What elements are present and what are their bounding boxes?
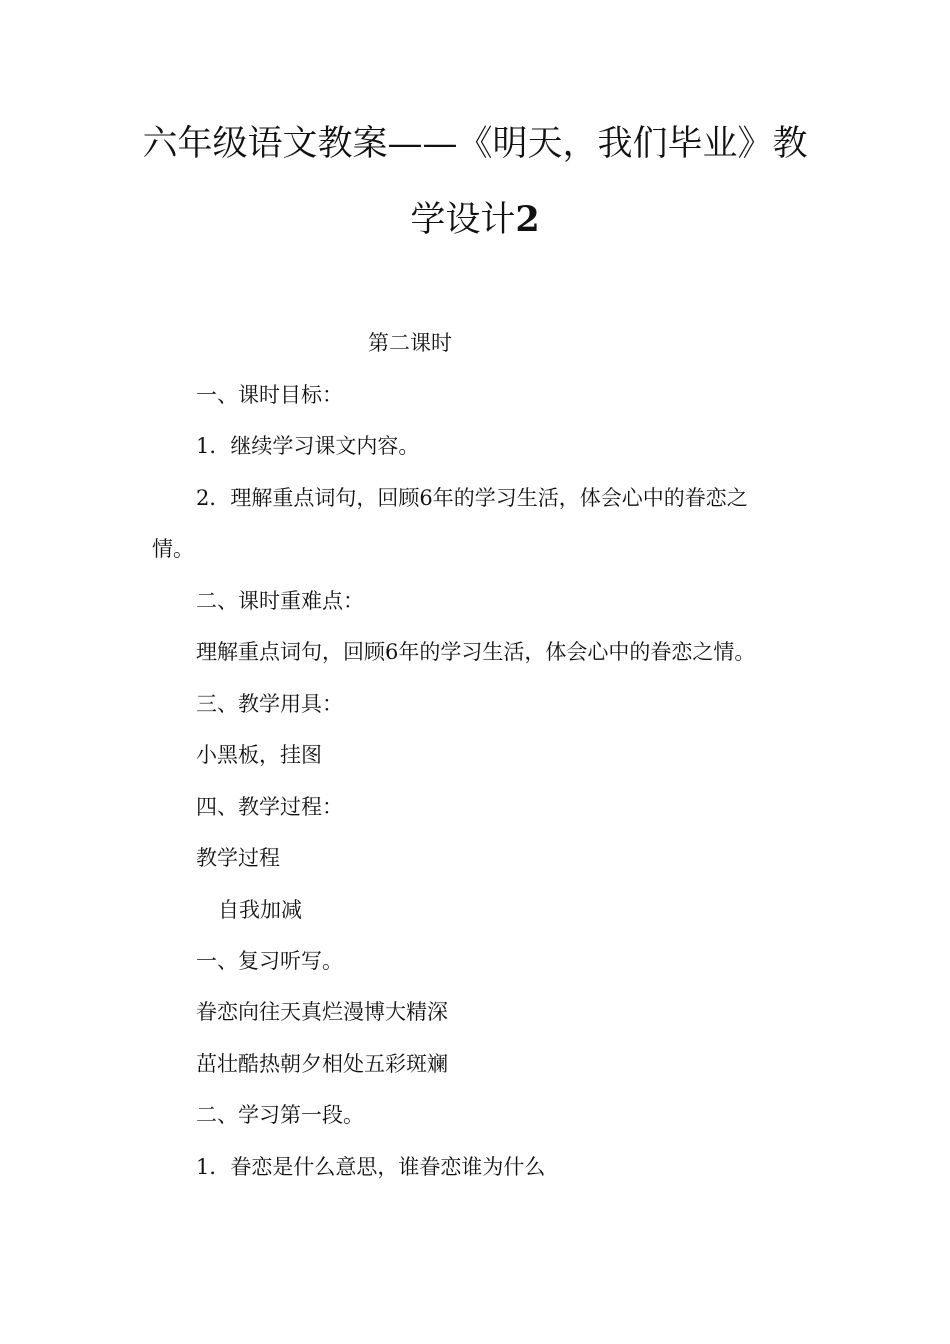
goal-item-2-continued: 情。 — [152, 537, 194, 561]
goals-heading: 一、课时目标： — [196, 383, 343, 407]
title-number: 2 — [515, 199, 540, 240]
step-2-heading: 二、学习第一段。 — [196, 1103, 364, 1127]
self-adjust-label: 自我加减 — [218, 898, 302, 922]
dictation-line-2: 茁壮酷热朝夕相处五彩斑斓 — [196, 1052, 448, 1076]
tools-heading: 三、教学用具： — [196, 692, 343, 716]
question-1: 1．眷恋是什么意思，谁眷恋谁为什么 — [196, 1155, 546, 1179]
keypoints-heading: 二、课时重难点： — [196, 589, 364, 613]
process-heading: 四、教学过程： — [196, 795, 343, 819]
lesson-label: 第二课时 — [368, 331, 452, 355]
title-text: 学设计 — [410, 200, 516, 240]
document-title-line-1: 六年级语文教案——《明天，我们毕业》教 — [142, 124, 808, 164]
document-title-line-2 — [100, 200, 850, 240]
goal-item-2: 2．理解重点词句，回顾6年的学习生活，体会心中的眷恋之 — [196, 486, 748, 510]
goal-item-1: 1．继续学习课文内容。 — [196, 434, 420, 458]
step-1-heading: 一、复习听写。 — [196, 949, 343, 973]
process-label: 教学过程 — [196, 846, 280, 870]
tools-text: 小黑板，挂图 — [196, 743, 322, 767]
dictation-line-1: 眷恋向往天真烂漫博大精深 — [196, 1000, 448, 1024]
keypoints-text: 理解重点词句，回顾6年的学习生活，体会心中的眷恋之情。 — [196, 640, 756, 664]
